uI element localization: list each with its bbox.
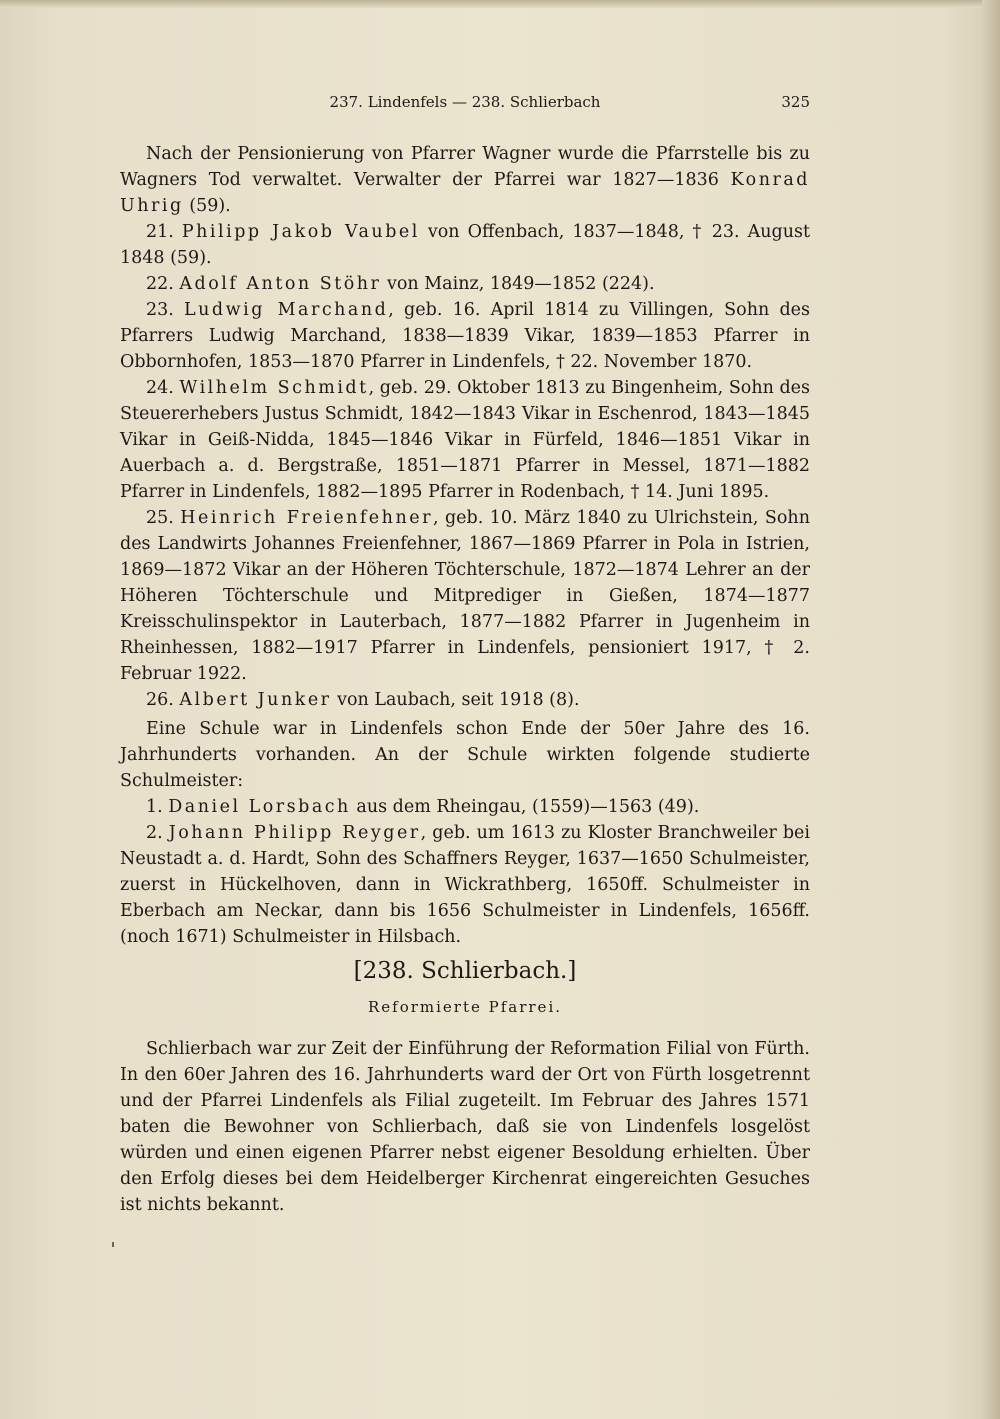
running-header bbox=[120, 93, 810, 117]
person-name: Konrad Uhrig bbox=[120, 170, 810, 216]
section-title: [238. Schlierbach.] bbox=[353, 958, 577, 984]
intro-paragraph: Nach der Pensionierung von Pfarrer Wagner wurde die Pfarrstelle bis zu Wagners Tod verwaltet. Verwalter der Pfarrei war 1827—1836 Konrad Uhrig (59). bbox=[120, 144, 810, 216]
person-name: Albert Junker bbox=[179, 690, 332, 710]
list-item: 23. Ludwig Marchand, geb. 16. April 1814 zu Villingen, Sohn des Pfarrers Ludwig Marchand, 1838—1839 Vikar, 1839—1853 Pfarrer in Obbornhofen, 1853—1870 Pfarrer in Lindenfels, † 22. November 1870. bbox=[120, 300, 810, 372]
page-right-edge bbox=[982, 0, 1000, 1419]
paper-speck bbox=[112, 1242, 114, 1247]
person-name: Johann Philipp Reyger bbox=[168, 823, 421, 843]
pastor-list bbox=[120, 141, 810, 713]
person-name: Ludwig Marchand bbox=[184, 300, 389, 320]
section-subtitle: Reformierte Pfarrei. bbox=[367, 998, 563, 1016]
section-body bbox=[120, 1036, 810, 1218]
list-item: 22. Adolf Anton Stöhr von Mainz, 1849—1852 (224). bbox=[146, 274, 655, 294]
list-item: 2. Johann Philipp Reyger, geb. um 1613 zu Kloster Branchweiler bei Neustadt a. d. Hardt, Sohn des Schaffners Reyger, 1637—1650 Schulmeister, zuerst in Hückelhoven, dann in Wickrathberg, 1650ff. Schulmeister in Eberbach am Neckar, dann bis 1656 Schulmeister in Lindenfels, 1656ff. (noch 1671) Schulmeister in Hilsbach. bbox=[120, 823, 810, 947]
person-name: Philipp Jakob Vaubel bbox=[181, 222, 420, 242]
person-name: Heinrich Freienfehner bbox=[180, 508, 433, 528]
list-item: 24. Wilhelm Schmidt, geb. 29. Oktober 1813 zu Bingenheim, Sohn des Steuererhebers Justus Schmidt, 1842—1843 Vikar in Eschenrod, 1843—1845 Vikar in Geiß-Nidda, 1845—1846 Vikar in Fürfeld, 1846—1851 Vikar in Auerbach a. d. Bergstraße, 1851—1871 Pfarrer in Messel, 1871—1882 Pfarrer in Lindenfels, 1882—1895 Pfarrer in Rodenbach, † 14. Juni 1895. bbox=[120, 378, 810, 502]
list-item: 1. Daniel Lorsbach aus dem Rheingau, (1559)—1563 (49). bbox=[146, 797, 700, 817]
page-number: 325 bbox=[781, 93, 810, 111]
person-name: Wilhelm Schmidt bbox=[179, 378, 369, 398]
running-title: 237. Lindenfels — 238. Schlierbach bbox=[329, 93, 601, 111]
school-intro-paragraph: Eine Schule war in Lindenfels schon Ende der 50er Jahre des 16. Jahrhunderts vorhanden. An der Schule wirkten folgende studierte Schulmeister: bbox=[120, 719, 810, 791]
school-section bbox=[120, 716, 810, 950]
list-item: 21. Philipp Jakob Vaubel von Offenbach, 1837—1848, † 23. August 1848 (59). bbox=[120, 222, 810, 268]
list-item: 26. Albert Junker von Laubach, seit 1918 (8). bbox=[146, 690, 580, 710]
person-name: Adolf Anton Stöhr bbox=[179, 274, 382, 294]
person-name: Daniel Lorsbach bbox=[168, 797, 351, 817]
page-top-shadow bbox=[0, 0, 1000, 8]
list-item: 25. Heinrich Freienfehner, geb. 10. März 1840 zu Ulrichstein, Sohn des Landwirts Johannes Freienfehner, 1867—1869 Pfarrer in Pola in Istrien, 1869—1872 Vikar an der Höheren Töchterschule, 1872—1874 Lehrer an der Höheren Töchterschule und Mitprediger in Gießen, 1874—1877 Kreisschulinspektor in Lauterbach, 1877—1882 Pfarrer in Jugenheim in Rheinhessen, 1882—1917 Pfarrer in Lindenfels, pensioniert 1917, † 2. Februar 1922. bbox=[120, 508, 810, 684]
body-paragraph: Schlierbach war zur Zeit der Einführung der Reformation Filial von Fürth. In den 60er Jahren des 16. Jahrhunderts ward der Ort von Fürth losgetrennt und der Pfarrei Lindenfels als Filial zugeteilt. Im Februar des Jahres 1571 baten die Bewohner von Schlierbach, daß sie von Lindenfels losgelöst würden und einen eigenen Pfarrer nebst eigener Besoldung erhielten. Über den Erfolg dieses bei dem Heidelberger Kirchenrat eingereichten Gesuches ist nichts bekannt. bbox=[120, 1039, 810, 1215]
